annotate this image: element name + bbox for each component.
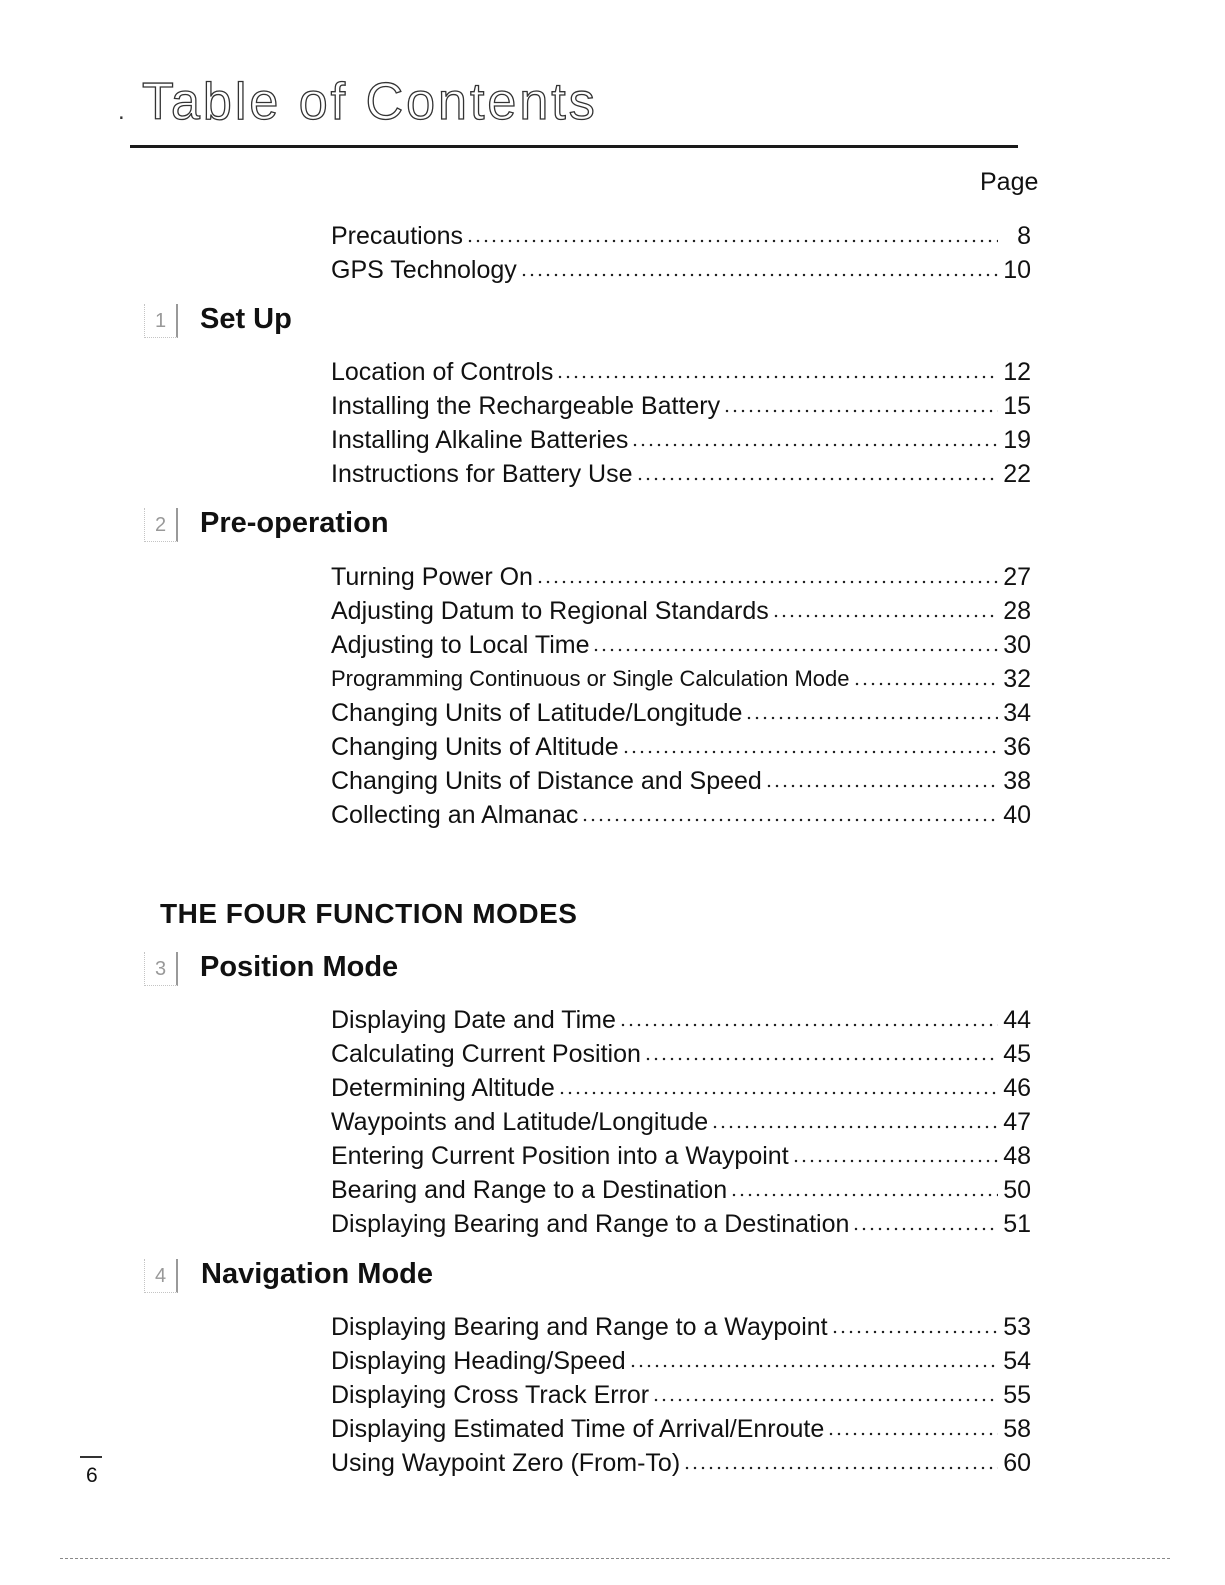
toc-entry-label: Waypoints and Latitude/Longitude xyxy=(331,1108,709,1136)
dot-leader xyxy=(772,614,998,618)
dot-leader xyxy=(730,1193,998,1197)
toc-entry-label: Using Waypoint Zero (From-To) xyxy=(331,1449,681,1477)
toc-entry-label: Precautions xyxy=(331,222,464,250)
dot-leader xyxy=(629,1364,998,1368)
toc-entry[interactable] xyxy=(331,1174,1031,1206)
toc-entry[interactable] xyxy=(331,220,1031,252)
toc-entry-label: GPS Technology xyxy=(331,256,517,284)
dot-leader xyxy=(711,1125,998,1129)
toc-entry[interactable] xyxy=(331,254,1031,286)
toc-entry-label: Installing Alkaline Batteries xyxy=(331,426,629,454)
toc-entry-page: 45 xyxy=(1003,1040,1031,1068)
toc-entry-page: 32 xyxy=(1003,665,1031,693)
toc-entry-label: Changing Units of Altitude xyxy=(331,733,619,761)
toc-entry-page: 53 xyxy=(1003,1313,1031,1341)
toc-entry[interactable] xyxy=(331,765,1031,797)
toc-entry[interactable] xyxy=(331,1038,1031,1070)
toc-entry[interactable] xyxy=(331,1106,1031,1138)
toc-entry[interactable] xyxy=(331,663,1031,695)
toc-entry-page: 19 xyxy=(1003,426,1031,454)
section-heading[interactable]: Pre-operation xyxy=(200,507,389,539)
toc-entry-label: Bearing and Range to a Destination xyxy=(331,1176,728,1204)
toc-entry[interactable] xyxy=(331,731,1031,763)
toc-entry-label: Programming Continuous or Single Calculation Mode xyxy=(331,666,850,691)
toc-entry-page: 22 xyxy=(1003,460,1031,488)
section-heading[interactable]: Position Mode xyxy=(200,951,399,983)
toc-entry-page: 54 xyxy=(1003,1347,1031,1375)
toc-entry-page: 27 xyxy=(1003,563,1031,591)
toc-entry-page: 55 xyxy=(1003,1381,1031,1409)
toc-entry-page: 50 xyxy=(1003,1176,1031,1204)
dot-leader xyxy=(831,1330,998,1334)
title-rule xyxy=(130,145,1018,148)
toc-entry-page: 30 xyxy=(1003,631,1031,659)
dot-leader xyxy=(765,784,998,788)
dot-leader xyxy=(723,409,998,413)
dot-leader xyxy=(619,1023,998,1027)
toc-entry-page: 46 xyxy=(1003,1074,1031,1102)
toc-entry-label: Displaying Estimated Time of Arrival/Enroute xyxy=(331,1415,825,1443)
dot-leader xyxy=(636,477,998,481)
toc-entry-label: Displaying Bearing and Range to a Waypoint xyxy=(331,1313,828,1341)
dot-leader xyxy=(852,1227,998,1231)
toc-entry-page: 34 xyxy=(1003,699,1031,727)
dot-leader xyxy=(853,682,999,686)
toc-entry-page: 38 xyxy=(1003,767,1031,795)
section-number-badge: 3 xyxy=(144,952,178,986)
dot-leader xyxy=(581,818,998,822)
toc-entry-page: 12 xyxy=(1003,358,1031,386)
toc-entry-label: Adjusting Datum to Regional Standards xyxy=(331,597,769,625)
toc-entry-label: Displaying Bearing and Range to a Destination xyxy=(331,1210,850,1238)
toc-entry[interactable] xyxy=(331,458,1031,490)
page-number-rule xyxy=(80,1456,102,1458)
toc-entry[interactable] xyxy=(331,697,1031,729)
dot-leader xyxy=(827,1432,998,1436)
toc-entry-page: 40 xyxy=(1003,801,1031,829)
toc-entry[interactable] xyxy=(331,356,1031,388)
toc-entry[interactable] xyxy=(331,1413,1031,1445)
toc-entry[interactable] xyxy=(331,1140,1031,1172)
toc-entry-page: 44 xyxy=(1003,1006,1031,1034)
page-title: Table of Contents xyxy=(142,73,598,131)
dot-leader xyxy=(652,1398,998,1402)
toc-entry-page: 15 xyxy=(1003,392,1031,420)
section-heading[interactable]: Set Up xyxy=(200,303,292,335)
dot-leader xyxy=(631,443,998,447)
title-mark: . xyxy=(118,98,125,125)
toc-entry[interactable] xyxy=(331,1208,1031,1240)
section-number-badge: 2 xyxy=(144,508,178,542)
toc-entry[interactable] xyxy=(331,1072,1031,1104)
page-column-label: Page xyxy=(980,168,1039,196)
toc-entry-label: Determining Altitude xyxy=(331,1074,555,1102)
toc-entry-page: 10 xyxy=(1003,256,1031,284)
scan-bottom-edge xyxy=(60,1558,1170,1560)
section-number-badge: 1 xyxy=(144,304,178,338)
dot-leader xyxy=(592,648,998,652)
toc-entry-label: Adjusting to Local Time xyxy=(331,631,590,659)
toc-entry[interactable] xyxy=(331,1379,1031,1411)
toc-entry[interactable] xyxy=(331,629,1031,661)
toc-entry-label: Displaying Cross Track Error xyxy=(331,1381,650,1409)
dot-leader xyxy=(520,273,998,277)
toc-entry[interactable] xyxy=(331,1311,1031,1343)
toc-entry-page: 51 xyxy=(1003,1210,1031,1238)
toc-entry[interactable] xyxy=(331,390,1031,422)
toc-entry[interactable] xyxy=(331,1345,1031,1377)
toc-entry-page: 28 xyxy=(1003,597,1031,625)
toc-entry[interactable] xyxy=(331,424,1031,456)
toc-entry-label: Displaying Heading/Speed xyxy=(331,1347,626,1375)
toc-entry-page: 48 xyxy=(1003,1142,1031,1170)
dot-leader xyxy=(792,1159,998,1163)
toc-entry-label: Installing the Rechargeable Battery xyxy=(331,392,721,420)
toc-entry[interactable] xyxy=(331,1447,1031,1479)
toc-entry-page: 8 xyxy=(1017,222,1031,250)
toc-entry-label: Collecting an Almanac xyxy=(331,801,579,829)
section-number-badge: 4 xyxy=(144,1259,178,1293)
dot-leader xyxy=(556,375,998,379)
toc-entry-label: Turning Power On xyxy=(331,563,533,591)
dot-leader xyxy=(644,1057,998,1061)
toc-entry[interactable] xyxy=(331,799,1031,831)
toc-entry-label: Changing Units of Distance and Speed xyxy=(331,767,762,795)
toc-entry-label: Instructions for Battery Use xyxy=(331,460,633,488)
toc-entry-page: 47 xyxy=(1003,1108,1031,1136)
section-heading[interactable]: Navigation Mode xyxy=(201,1258,434,1290)
dot-leader xyxy=(466,239,998,243)
toc-entry[interactable] xyxy=(331,1004,1031,1036)
toc-entry-page: 58 xyxy=(1003,1415,1031,1443)
toc-entry[interactable] xyxy=(331,595,1031,627)
toc-entry-page: 36 xyxy=(1003,733,1031,761)
dot-leader xyxy=(536,580,998,584)
toc-entry-label: Calculating Current Position xyxy=(331,1040,641,1068)
page-number: 6 xyxy=(86,1464,98,1487)
toc-entry-label: Changing Units of Latitude/Longitude xyxy=(331,699,743,727)
toc-entry[interactable] xyxy=(331,561,1031,593)
dot-leader xyxy=(558,1091,998,1095)
function-modes-heading: THE FOUR FUNCTION MODES xyxy=(160,898,578,929)
dot-leader xyxy=(745,716,998,720)
dot-leader xyxy=(683,1466,998,1470)
toc-entry-label: Entering Current Position into a Waypoint xyxy=(331,1142,789,1170)
toc-entry-page: 60 xyxy=(1003,1449,1031,1477)
toc-entry-label: Location of Controls xyxy=(331,358,554,386)
toc-entry-label: Displaying Date and Time xyxy=(331,1006,616,1034)
dot-leader xyxy=(622,750,998,754)
